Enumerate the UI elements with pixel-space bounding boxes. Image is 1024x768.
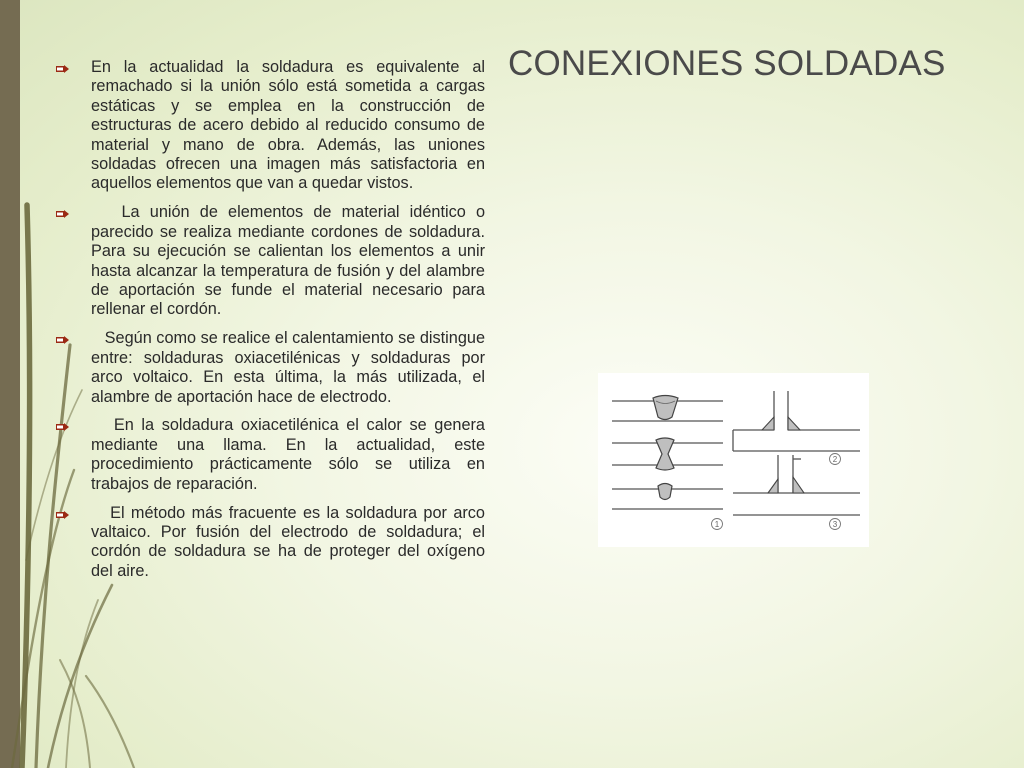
slide-title: CONEXIONES SOLDADAS xyxy=(508,44,946,83)
bullet-item-3 xyxy=(50,329,490,407)
arrow-bullet-icon xyxy=(56,336,69,344)
arrow-bullet-icon xyxy=(56,511,69,519)
bullet-text: El método más fracuente es la soldadura por arco valtaico. Por fusión del electrodo de soldadura; el cordón de soldadura se ha de proteger del oxígeno del aire. xyxy=(91,503,490,580)
arrow-bullet-icon xyxy=(56,65,69,73)
bullet-item-4 xyxy=(50,416,490,494)
bullet-text: En la soldadura oxiacetilénica el calor se genera mediante una llama. En la actualidad, este procedimiento prácticamente sólo se utiliza en trabajos de reparación. xyxy=(91,416,490,493)
figure-label-2: 2 xyxy=(832,455,838,464)
bullet-item-1 xyxy=(50,58,485,194)
bullet-list xyxy=(50,58,490,591)
bullet-text: Según como se realice el calentamiento se distingue entre: soldaduras oxiacetilénicas y soldaduras por arco voltaico. En esta última, la más utilizada, el alambre de aportación hace de electrodo. xyxy=(91,329,490,406)
weld-diagram xyxy=(598,373,869,547)
bullet-item-5 xyxy=(50,503,490,582)
bullet-text: En la actualidad la soldadura es equivalente al remachado si la unión sólo está sometida a cargas estáticas y se emplea en la construcción de estructuras de acero debido al reducido consumo de material y mano de obra. Además, las uniones soldadas ofrecen una imagen más satisfactoria en aquellos elementos que van a quedar vistos. xyxy=(91,58,485,193)
arrow-bullet-icon xyxy=(56,210,69,218)
bullet-text: La unión de elementos de material idéntico o parecido se realiza mediante cordones de soldadura. Para su ejecución se calientan los elementos a unir hasta alcanzar la temperatura de fusión y del alambre de aportación se funde el material necesario para rellenar el cordón. xyxy=(91,203,490,319)
arrow-bullet-icon xyxy=(56,423,69,431)
figure-label-1: 1 xyxy=(714,520,720,529)
weld-joint-figure xyxy=(598,373,869,547)
figure-label-3: 3 xyxy=(832,520,838,529)
bullet-item-2 xyxy=(50,203,490,319)
